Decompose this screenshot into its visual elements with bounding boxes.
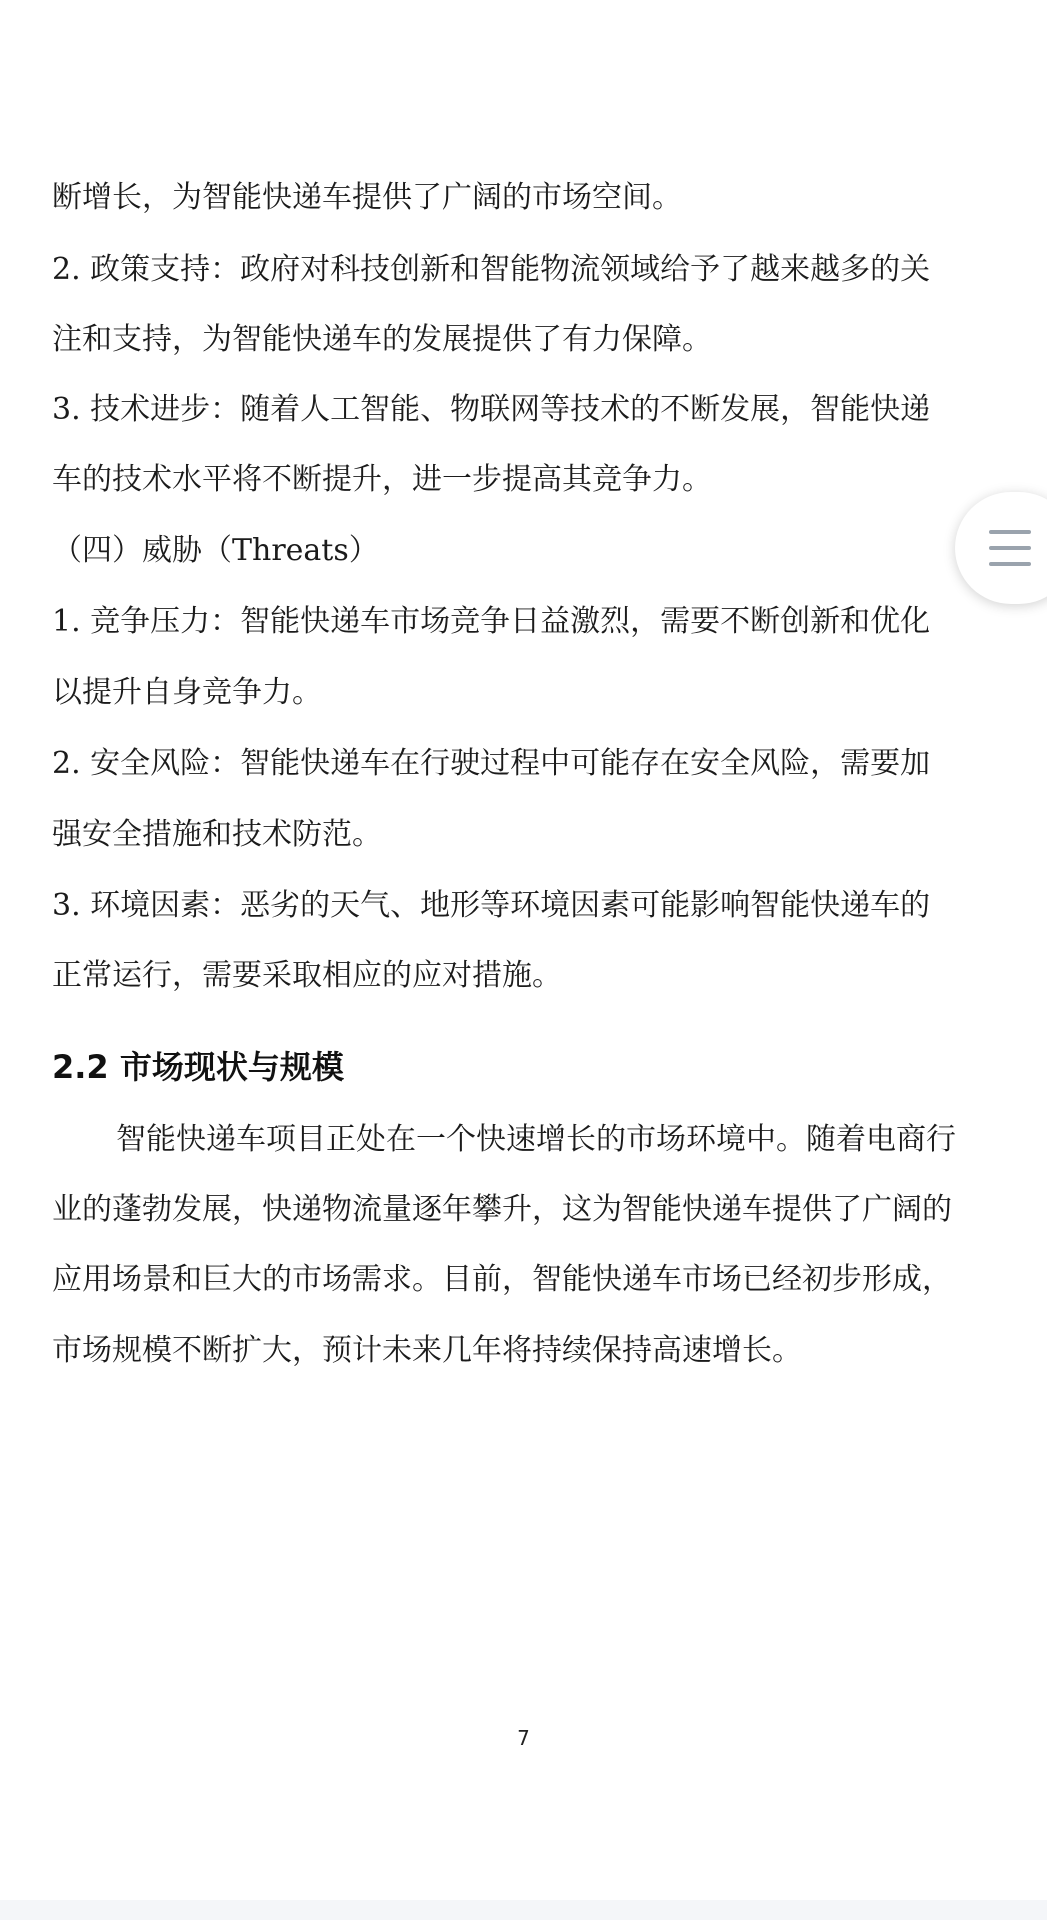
text-line: 3. 技术进步：随着人工智能、物联网等技术的不断发展，智能快递: [52, 392, 931, 427]
paragraph-line: 智能快递车项目正处在一个快速增长的市场环境中。随着电商行: [116, 1122, 956, 1157]
paragraph-line: 市场规模不断扩大，预计未来几年将持续保持高速增长。: [52, 1333, 802, 1368]
text-line: 3. 环境因素：恶劣的天气、地形等环境因素可能影响智能快递车的: [52, 888, 931, 923]
text-line: 强安全措施和技术防范。: [52, 817, 382, 852]
text-line: 以提升自身竞争力。: [52, 675, 322, 710]
paragraph-line: 业的蓬勃发展，快递物流量逐年攀升，这为智能快递车提供了广阔的: [52, 1192, 952, 1227]
text-line: 2. 政策支持：政府对科技创新和智能物流领域给予了越来越多的关: [52, 252, 931, 287]
subsection-heading: （四）威胁（Threats）: [52, 533, 379, 568]
text-line: 正常运行，需要采取相应的应对措施。: [52, 958, 562, 993]
section-heading: 2.2 市场现状与规模: [52, 1048, 344, 1086]
text-line: 2. 安全风险：智能快递车在行驶过程中可能存在安全风险，需要加: [52, 746, 931, 781]
text-line: 车的技术水平将不断提升，进一步提高其竞争力。: [52, 462, 712, 497]
text-line: 注和支持，为智能快递车的发展提供了有力保障。: [52, 322, 712, 357]
paragraph-line: 应用场景和巨大的市场需求。目前，智能快递车市场已经初步形成，: [52, 1262, 952, 1297]
text-line: 1. 竞争压力：智能快递车市场竞争日益激烈，需要不断创新和优化: [52, 604, 931, 639]
text-line: 断增长，为智能快递车提供了广阔的市场空间。: [52, 180, 682, 215]
menu-icon: [989, 528, 1031, 568]
page-number: 7: [517, 1726, 530, 1750]
